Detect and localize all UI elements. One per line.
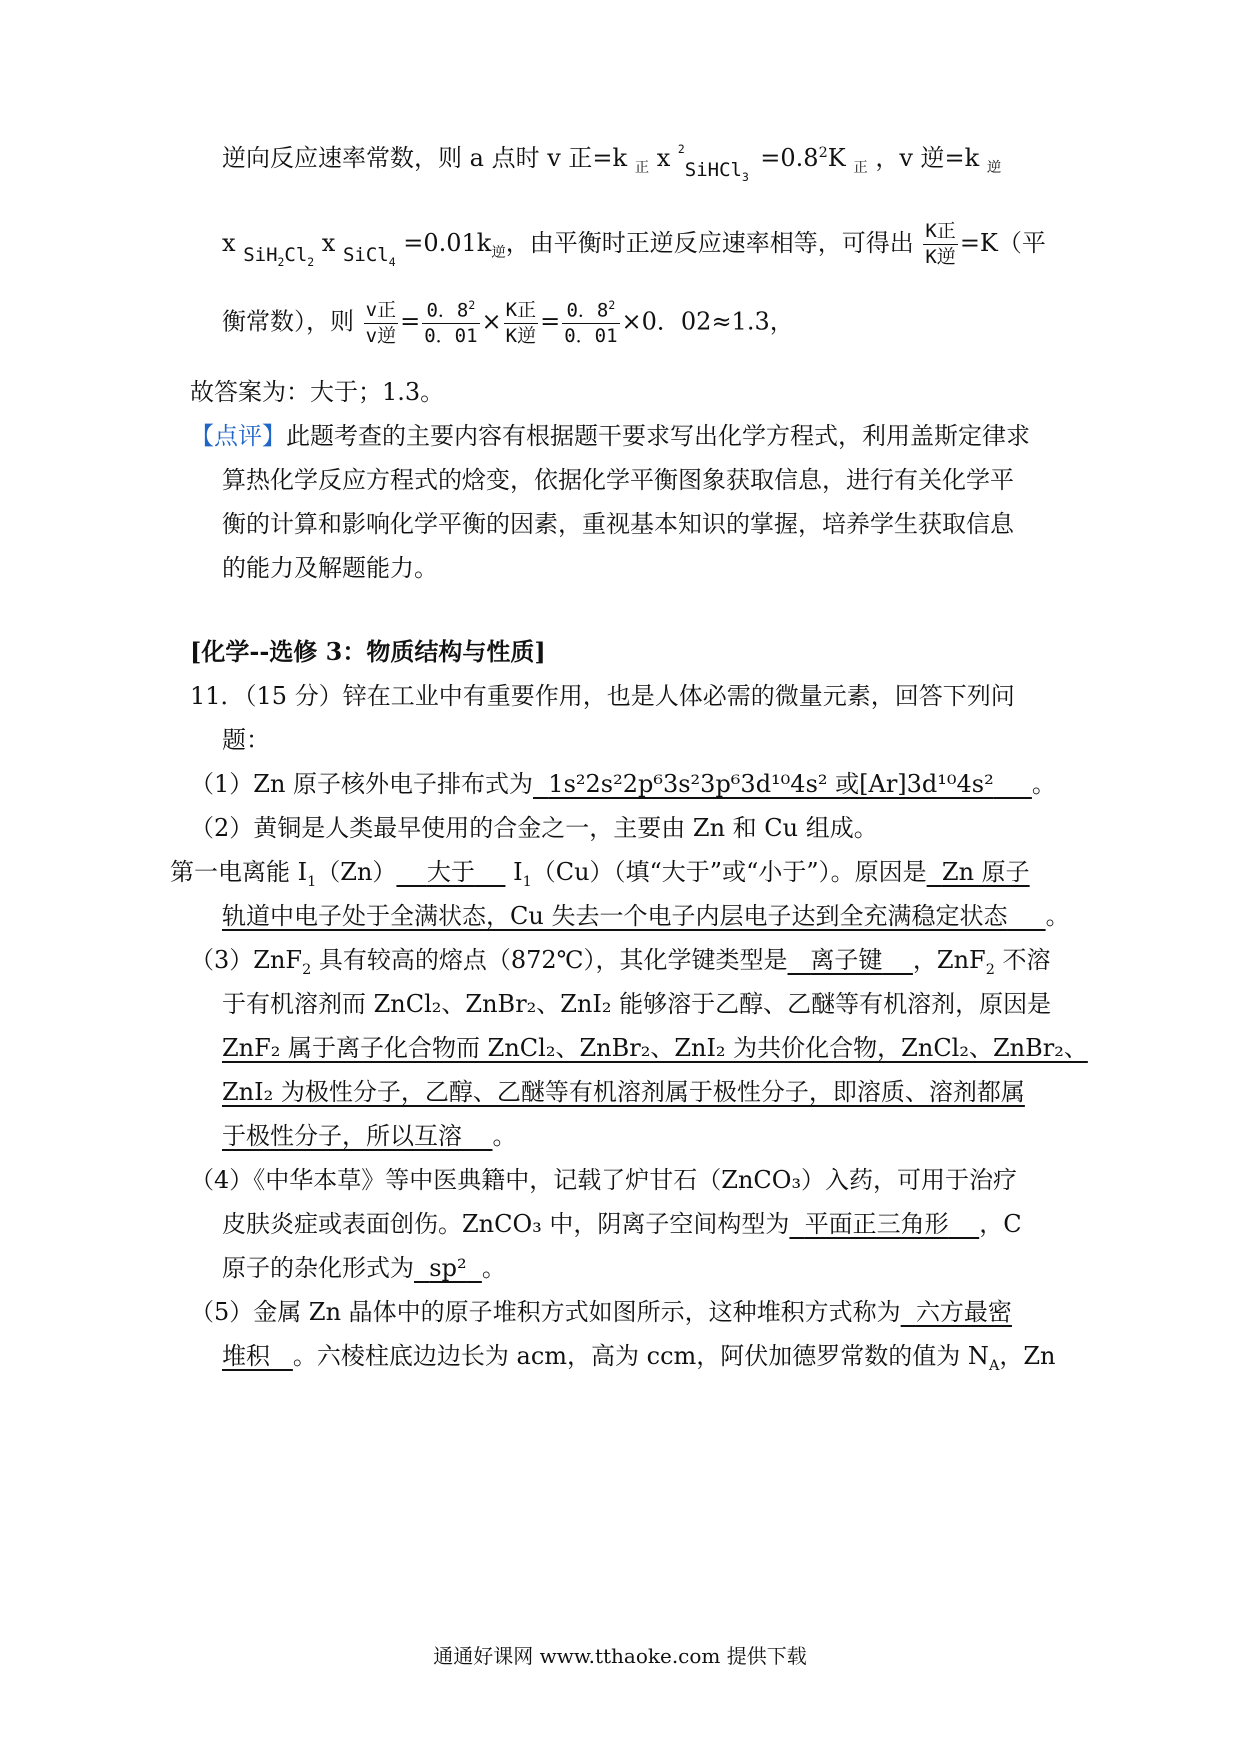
- fraction-denominator: K逆: [505, 324, 537, 347]
- fraction-numerator: K正: [923, 222, 957, 245]
- q11-part-4-line-1: （4）《中华本草》等中医典籍中，记载了炉甘石（ZnCO₃）入药，可用于治疗: [190, 1166, 1018, 1194]
- species-label: Cl: [284, 244, 308, 266]
- answer-blank: [414, 1254, 482, 1282]
- comment-tag: 【点评】: [190, 422, 286, 450]
- fraction-numerator: K正: [504, 301, 538, 324]
- subscript: 2: [302, 961, 312, 978]
- text: 衡常数），则: [222, 307, 354, 336]
- comment-line-1: [190, 424, 1030, 448]
- text: （Zn）: [316, 858, 397, 886]
- answer-blank: [222, 902, 1046, 930]
- text: K: [827, 144, 846, 172]
- subscript: 正: [634, 159, 650, 176]
- answer-blank: [788, 946, 913, 974]
- text: 原子的杂化形式为: [222, 1254, 414, 1282]
- text: x: [321, 229, 336, 257]
- text: （5）金属 Zn 晶体中的原子堆积方式如图所示，这种堆积方式称为: [190, 1298, 901, 1326]
- text: 。六棱柱底边边长为 acm，高为 ccm，阿伏加德罗常数的值为 N: [292, 1342, 989, 1370]
- text: ，C: [979, 1210, 1022, 1238]
- fraction-denominator: v逆: [365, 324, 397, 347]
- fraction-numerator: [562, 300, 619, 324]
- number: 0．8: [566, 299, 609, 322]
- q11-part-4-line-2: [222, 1212, 1022, 1236]
- subscript: 2: [307, 254, 315, 269]
- answer-text: Zn 原子: [941, 858, 1030, 886]
- text: ×: [481, 307, 502, 336]
- text: ，ZnF: [912, 946, 986, 974]
- text: 。: [1031, 770, 1056, 798]
- comment-text: 此题考查的主要内容有根据题干要求写出化学方程式，利用盖斯定律求: [286, 422, 1030, 450]
- answer-text: sp²: [429, 1254, 467, 1282]
- text: （3）ZnF: [190, 946, 303, 974]
- q11-part-3-answer-line-3: [222, 1124, 517, 1148]
- subscript: 1: [307, 873, 317, 890]
- q11-part-1: [190, 772, 1056, 796]
- subscript: 3: [741, 169, 749, 184]
- subscript: 2: [277, 254, 285, 269]
- text: 逆向反应速率常数，则 a 点时 v 正=k: [222, 144, 628, 172]
- text: 皮肤炎症或表面创伤。ZnCO₃ 中，阴离子空间构型为: [222, 1210, 790, 1238]
- text: ，由平衡时正逆反应速率相等，可得出: [505, 229, 914, 257]
- text: =: [540, 307, 561, 336]
- superscript: 2: [468, 298, 476, 312]
- answer-blank: [396, 858, 505, 886]
- q11-part-5-line-1: [190, 1300, 1012, 1324]
- fraction-denominator: 0．01: [424, 325, 478, 348]
- text: ，Zn: [999, 1342, 1056, 1370]
- fraction-ratio-2: [562, 300, 619, 346]
- text: =: [400, 307, 421, 336]
- text: ×0．02≈1.3，: [621, 307, 794, 336]
- page-footer: 通通好课网 www.tthaoke.com 提供下载: [433, 1644, 807, 1668]
- text: 。: [492, 1122, 517, 1150]
- answer-blank: [789, 1210, 979, 1238]
- answer-blank: [222, 1122, 493, 1150]
- comment-line-2: 算热化学反应方程式的焓变，依据化学平衡图象获取信息，进行有关化学平: [222, 466, 1014, 494]
- subscript: A: [988, 1357, 1000, 1374]
- q11-part-3-answer-line-1: ZnF₂ 属于离子化合物而 ZnCl₂、ZnBr₂、ZnI₂ 为共价化合物，ZnCl₂、ZnBr₂、: [222, 1034, 1088, 1062]
- superscript: 2: [818, 145, 828, 161]
- text: 不溶: [1002, 946, 1051, 974]
- derivation-line-1: [222, 141, 1002, 184]
- text: （1）Zn 原子核外电子排布式为: [190, 770, 534, 798]
- answer-text: 于极性分子，所以互溶: [222, 1122, 462, 1150]
- text: 第一电离能 I: [170, 858, 308, 886]
- answer-blank: [901, 1298, 1012, 1326]
- text: x: [656, 144, 671, 172]
- fraction-numerator: [422, 300, 479, 324]
- species-sihcl3: [677, 141, 760, 184]
- fraction-denominator: K逆: [925, 246, 956, 268]
- q11-part-3-answer-line-2: ZnI₂ 为极性分子，乙醇、乙醚等有机溶剂属于极性分子，即溶质、溶剂都属: [222, 1078, 1025, 1106]
- subscript: 1: [522, 873, 532, 890]
- comment-line-4: 的能力及解题能力。: [222, 554, 438, 582]
- q11-part-2-line-2: [170, 860, 1030, 889]
- q11-part-2-line-3: [222, 904, 1070, 928]
- answer-blank: [222, 1342, 293, 1370]
- q11-part-2-line-1: （2）黄铜是人类最早使用的合金之一，主要由 Zn 和 Cu 组成。: [190, 814, 878, 842]
- section-heading: [化学--选修 3：物质结构与性质]: [190, 637, 546, 666]
- text: =K（平: [959, 229, 1046, 257]
- fraction-k-2: [504, 298, 538, 347]
- text: ，v 逆=k: [875, 144, 980, 172]
- subscript: 逆: [986, 159, 1002, 176]
- superscript: 2: [608, 298, 616, 312]
- answer-blank: [533, 770, 1032, 798]
- fraction-k: [923, 222, 957, 267]
- species-sih2cl2: [243, 244, 315, 269]
- text: x: [222, 229, 236, 257]
- subscript: 正: [853, 159, 868, 176]
- species-label: SiH: [243, 244, 278, 266]
- fraction-ratio-1: [422, 300, 479, 346]
- fraction-denominator: 0．01: [564, 325, 618, 348]
- subscript: 逆: [491, 244, 506, 261]
- q11-part-4-line-3: [222, 1256, 506, 1280]
- q11-part-3-line-1: [190, 948, 1051, 977]
- text: =0.01k: [403, 229, 492, 257]
- fraction-numerator: v正: [364, 301, 398, 324]
- q11-part-5-line-2: [222, 1344, 1055, 1373]
- answer-text: 1s²2s²2p⁶3s²3p⁶3d¹⁰4s² 或[Ar]3d¹⁰4s²: [548, 770, 994, 798]
- subscript: 2: [985, 961, 995, 978]
- derivation-line-2: [222, 222, 1046, 267]
- derivation-line-3: [222, 300, 794, 346]
- species-sicl4: [342, 244, 396, 269]
- q11-part-3-line-2: 于有机溶剂而 ZnCl₂、ZnBr₂、ZnI₂ 能够溶于乙醇、乙醚等有机溶剂，原因是: [222, 990, 1052, 1018]
- text: 。: [1045, 902, 1070, 930]
- species-label: SiCl: [342, 244, 389, 266]
- text: 。: [481, 1254, 506, 1282]
- superscript: 2: [677, 141, 685, 156]
- fraction-v: [364, 298, 398, 347]
- q11-line-1: 11．（15 分）锌在工业中有重要作用，也是人体必需的微量元素，回答下列问: [190, 682, 1015, 710]
- answer-text: 平面正三角形: [804, 1210, 949, 1238]
- answer-text: 轨道中电子处于全满状态，Cu 失去一个电子内层电子达到全充满稳定状态: [222, 902, 1008, 930]
- species-label: SiHCl: [684, 159, 742, 181]
- text: （Cu）（填“大于”或“小于”）。原因是: [531, 858, 927, 886]
- comment-line-3: 衡的计算和影响化学平衡的因素，重视基本知识的掌握，培养学生获取信息: [222, 510, 1014, 538]
- answer-text: 离子键: [810, 946, 883, 974]
- text: 具有较高的熔点（872℃），其化学键类型是: [318, 946, 788, 974]
- answer-text: 堆积: [222, 1342, 270, 1370]
- text: =0.8: [760, 144, 819, 172]
- text: I: [513, 858, 523, 886]
- answer-text: 六方最密: [915, 1298, 1012, 1326]
- number: 0．8: [426, 299, 469, 322]
- subscript: 4: [388, 254, 396, 269]
- answer-blank: [927, 858, 1030, 886]
- answer-text: 大于: [426, 858, 475, 886]
- answer-line: 故答案为：大于；1.3。: [190, 378, 445, 406]
- q11-line-2: 题：: [222, 726, 270, 754]
